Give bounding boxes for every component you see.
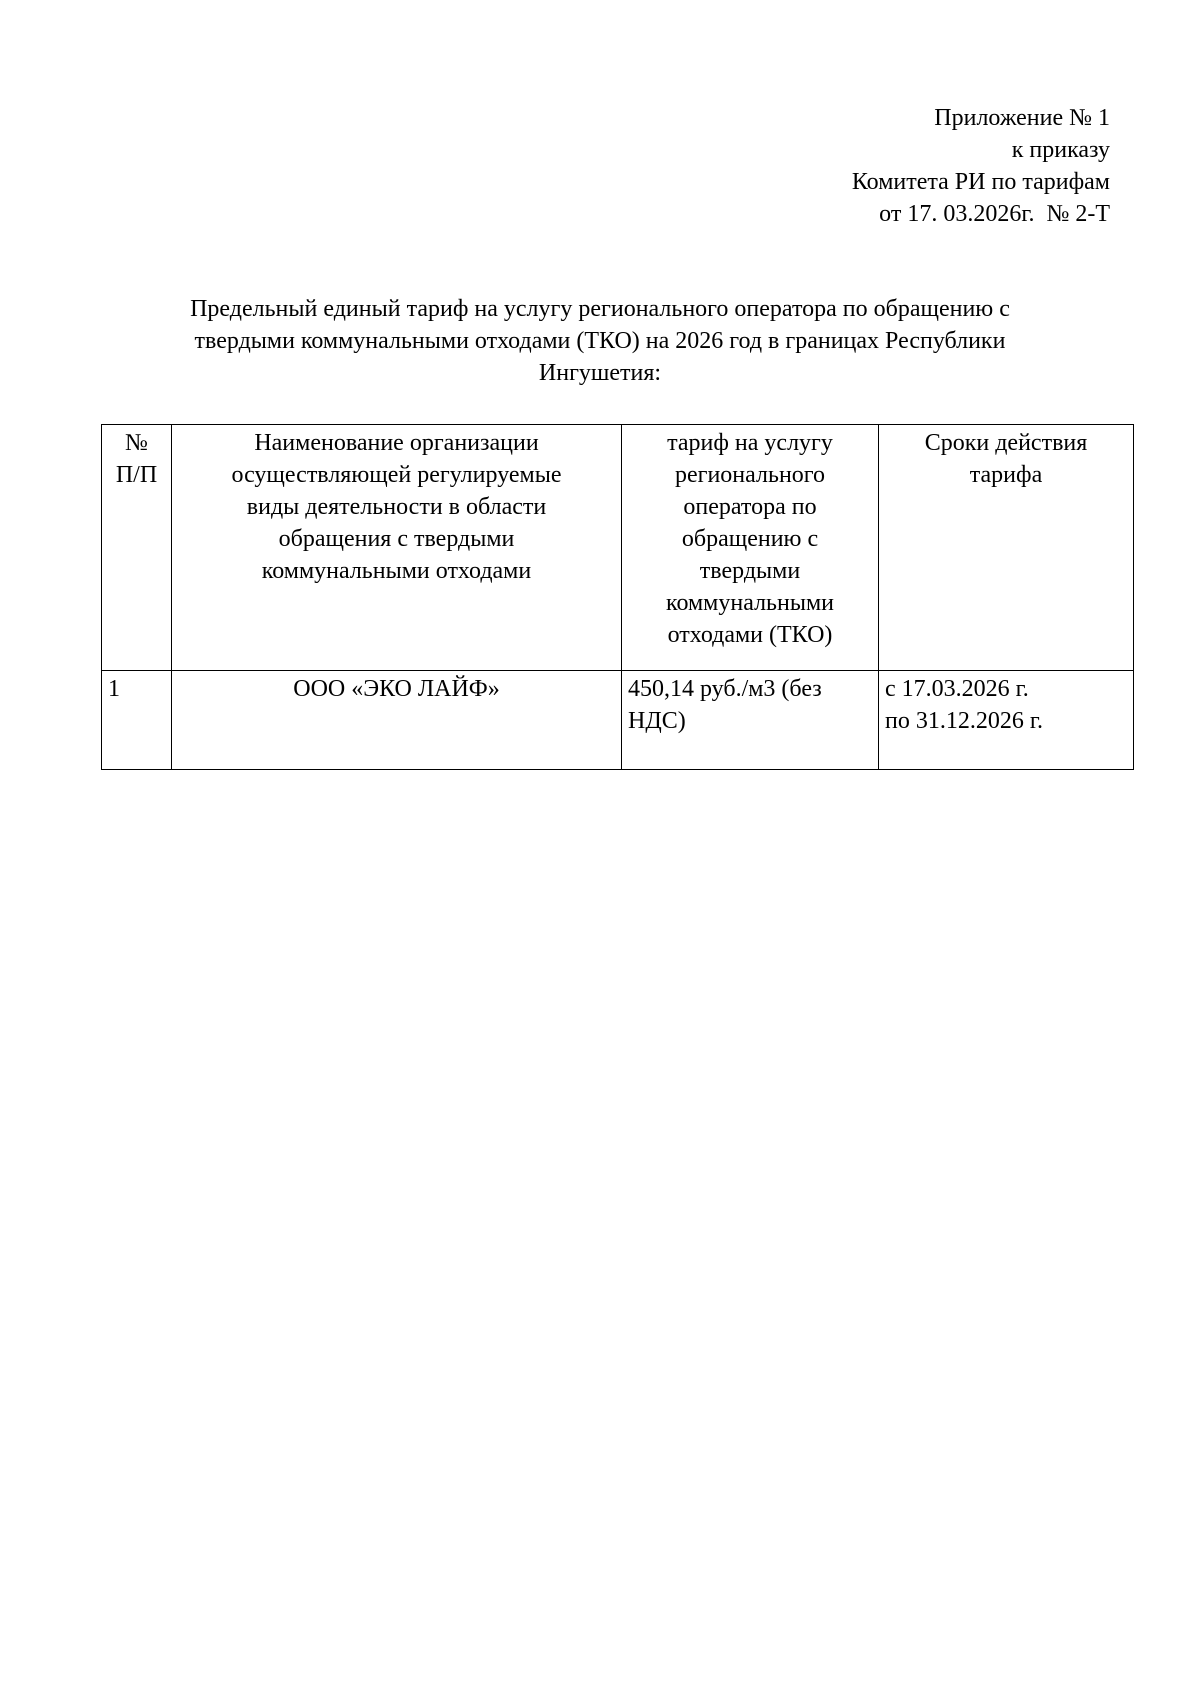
annex-block — [852, 102, 1110, 230]
header-tariff-line: обращению с — [681, 526, 819, 552]
header-number — [102, 425, 172, 671]
row-validity — [879, 671, 1134, 770]
header-number-pp: П/П — [115, 462, 158, 488]
header-tariff-line: регионального — [674, 462, 826, 488]
row-validity-end: по 31.12.2026 г. — [885, 708, 1043, 734]
title-line: Предельный единый тариф на услугу регионального оператора по обращению с — [190, 296, 1010, 322]
row-tariff — [622, 671, 879, 770]
header-validity-line: тарифа — [969, 462, 1043, 488]
header-organization-line: коммунальными отходами — [261, 558, 532, 584]
header-validity — [879, 425, 1134, 671]
header-organization-line: виды деятельности в области — [246, 494, 547, 520]
row-tariff-vat: НДС) — [628, 708, 686, 734]
table-row — [102, 671, 1134, 770]
row-tariff-value: 450,14 руб./м3 (без — [628, 676, 822, 702]
header-tariff-line: отходами (ТКО) — [667, 622, 833, 648]
annex-date-number: от 17. 03.2026г. № 2-Т — [879, 201, 1110, 227]
annex-order-ref: к приказу — [1011, 137, 1110, 163]
header-tariff-line: оператора по — [683, 494, 817, 520]
header-tariff — [622, 425, 879, 671]
row-validity-start: с 17.03.2026 г. — [885, 676, 1029, 702]
header-tariff-line: твердыми — [699, 558, 801, 584]
table-header-row — [102, 425, 1134, 671]
annex-committee: Комитета РИ по тарифам — [851, 169, 1110, 195]
header-tariff-line: коммунальными — [666, 590, 834, 616]
document-title — [100, 293, 1100, 389]
annex-number: Приложение № 1 — [934, 105, 1110, 131]
title-line: твердыми коммунальными отходами (ТКО) на 2026 год в границах Республики — [194, 328, 1006, 354]
header-validity-line: Сроки действия — [924, 430, 1088, 456]
header-organization-line: осуществляющей регулируемые — [231, 462, 562, 488]
header-organization-line: обращения с твердыми — [278, 526, 515, 552]
tariff-table — [101, 424, 1134, 770]
row-number: 1 — [102, 671, 172, 770]
header-tariff-line: тариф на услугу — [667, 430, 833, 456]
row-organization: ООО «ЭКО ЛАЙФ» — [172, 671, 622, 770]
header-number-sign: № — [125, 430, 148, 456]
title-line: Ингушетия: — [538, 360, 662, 386]
header-organization — [172, 425, 622, 671]
header-organization-line: Наименование организации — [254, 430, 539, 456]
